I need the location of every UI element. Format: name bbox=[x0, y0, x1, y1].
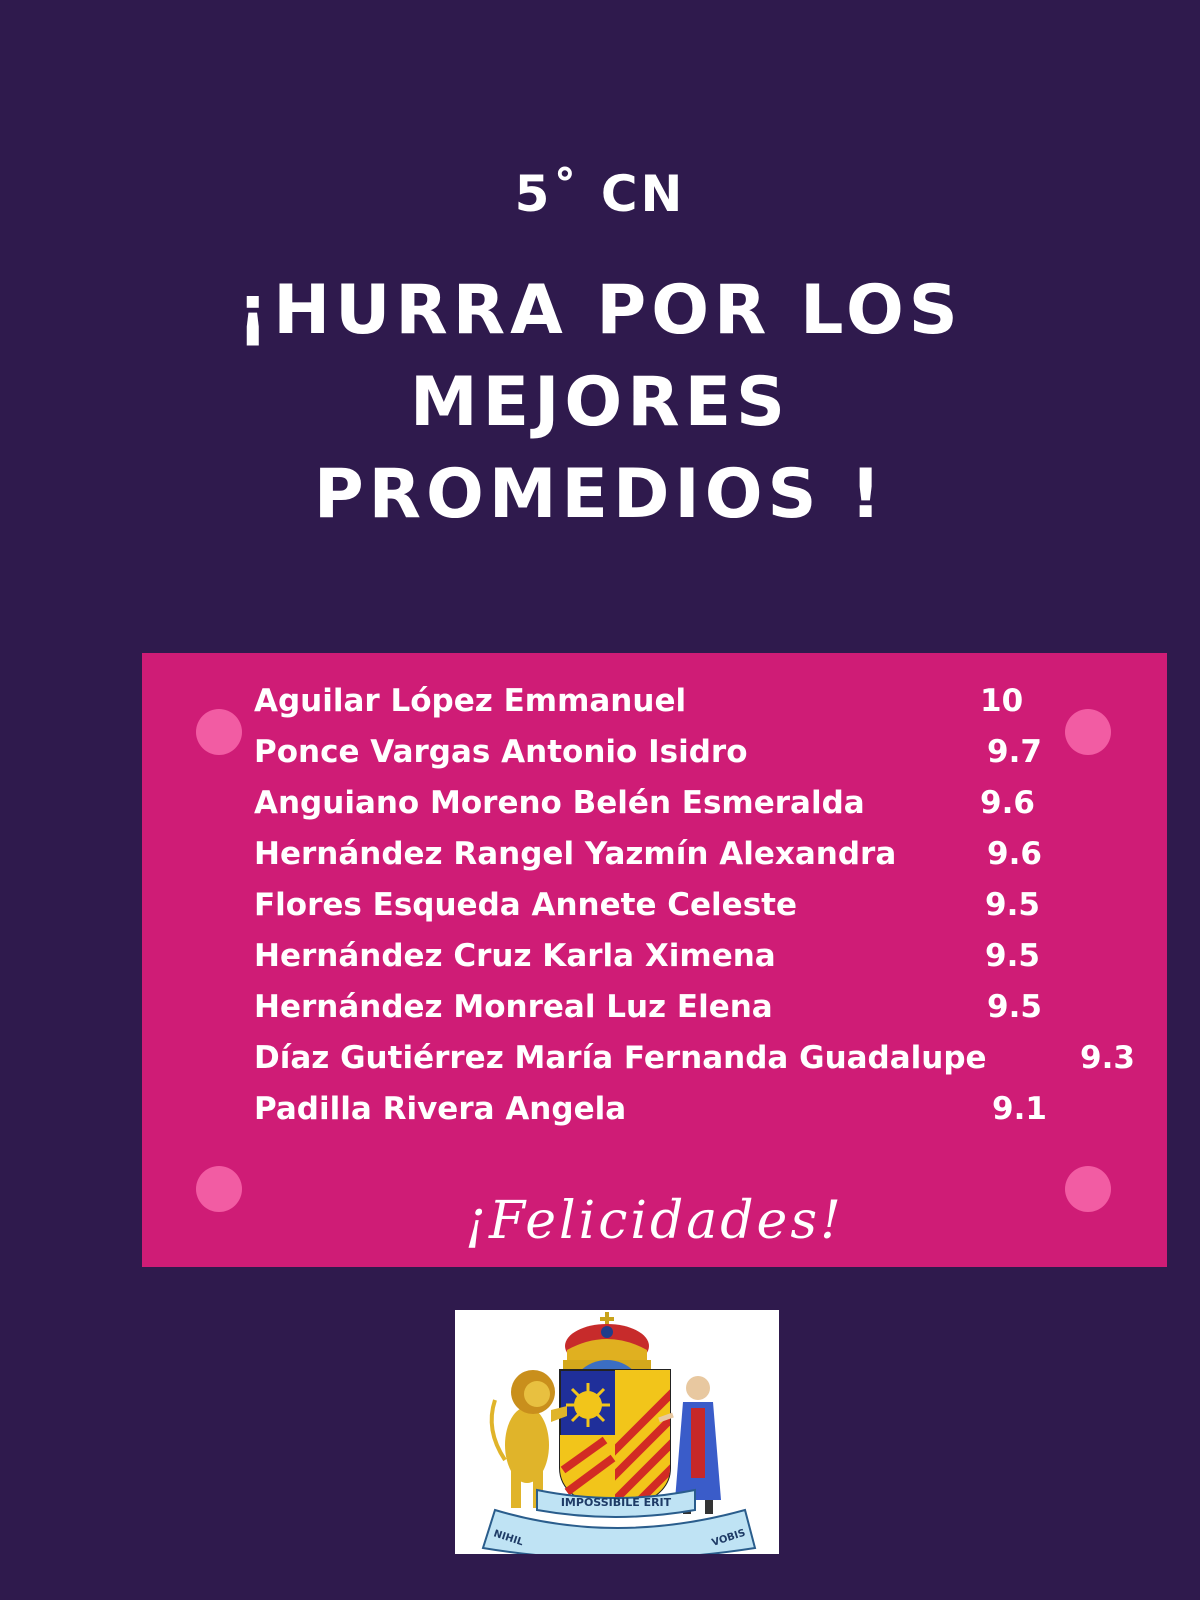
headline bbox=[0, 265, 1200, 541]
student-name: Ponce Vargas Antonio Isidro bbox=[254, 734, 748, 770]
student-name: Aguilar López Emmanuel bbox=[254, 683, 687, 719]
student-score: 9.1 bbox=[992, 1091, 1047, 1127]
student-score: 9.5 bbox=[987, 989, 1042, 1025]
student-name: Hernández Cruz Karla Ximena bbox=[254, 938, 776, 974]
student-name: Anguiano Moreno Belén Esmeralda bbox=[254, 785, 865, 821]
headline-line-2: MEJORES bbox=[409, 363, 790, 442]
student-score: 9.3 bbox=[1080, 1040, 1135, 1076]
crest-banner-right: VOBIS bbox=[710, 1527, 747, 1549]
congratulations-text: ¡Felicidades! bbox=[465, 1191, 844, 1251]
student-score: 9.6 bbox=[980, 785, 1035, 821]
lion-icon bbox=[492, 1370, 567, 1508]
decorative-dot-top-left bbox=[196, 709, 242, 755]
student-name: Flores Esqueda Annete Celeste bbox=[254, 887, 797, 923]
student-score: 9.7 bbox=[987, 734, 1042, 770]
headline-line-1: ¡HURRA POR LOS bbox=[237, 271, 963, 350]
grade-title: 5˚ CN bbox=[514, 165, 686, 223]
student-name: Hernández Rangel Yazmín Alexandra bbox=[254, 836, 897, 872]
student-score: 9.5 bbox=[985, 938, 1040, 974]
crest-banner-left: NIHIL bbox=[492, 1528, 525, 1549]
student-name: Hernández Monreal Luz Elena bbox=[254, 989, 773, 1025]
crest-motto: IMPOSSIBILE ERIT bbox=[560, 1496, 672, 1509]
student-name: Díaz Gutiérrez María Fernanda Guadalupe bbox=[254, 1040, 987, 1076]
student-score: 10 bbox=[980, 683, 1024, 719]
decorative-dot-top-right bbox=[1065, 709, 1111, 755]
headline-line-3: PROMEDIOS ! bbox=[313, 455, 887, 534]
school-crest bbox=[455, 1310, 779, 1554]
honor-roll-panel bbox=[142, 653, 1167, 1267]
student-score: 9.5 bbox=[985, 887, 1040, 923]
crest-emblem-icon bbox=[455, 1310, 779, 1554]
student-score: 9.6 bbox=[987, 836, 1042, 872]
student-name: Padilla Rivera Angela bbox=[254, 1091, 627, 1127]
